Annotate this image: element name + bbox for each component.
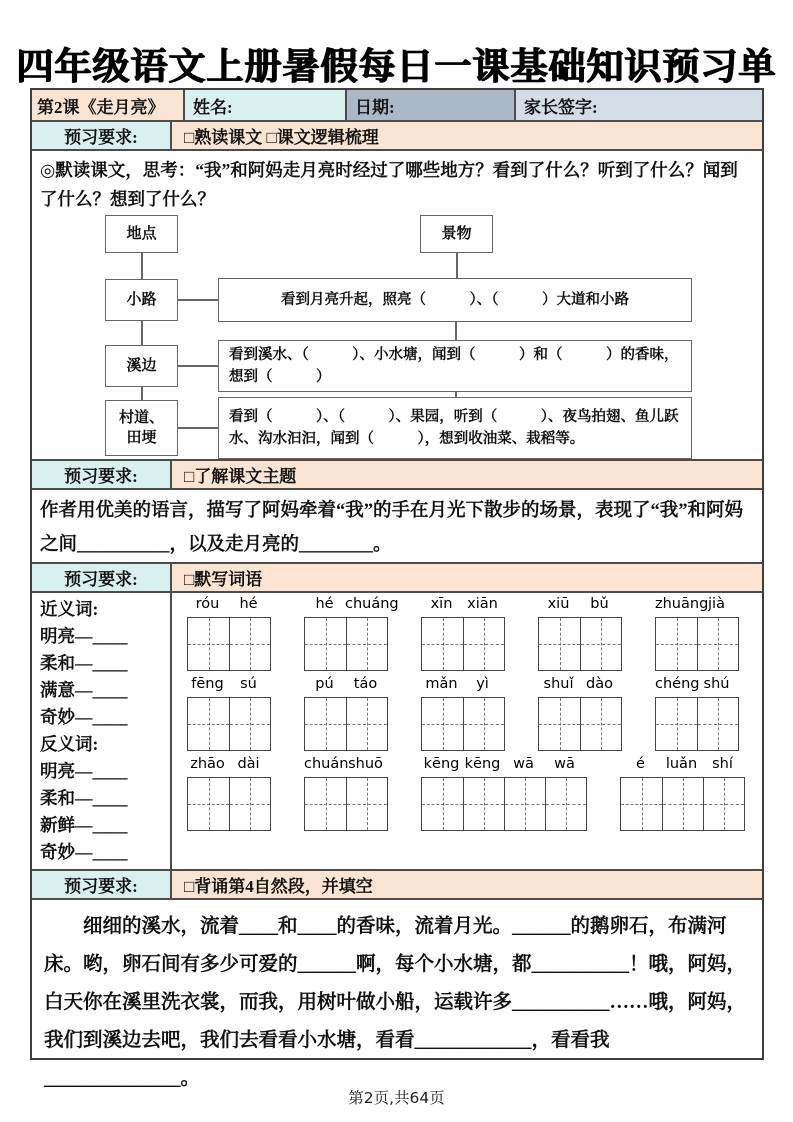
writing-cell <box>346 618 387 670</box>
pinyin-label <box>620 756 745 777</box>
writing-grid <box>538 617 622 671</box>
writing-cell <box>305 618 346 670</box>
writing-grid <box>421 617 505 671</box>
writing-cell <box>229 778 270 830</box>
writing-grid <box>655 697 739 751</box>
word-pair-item: 柔和—____ <box>40 788 128 808</box>
reading-section <box>32 149 762 459</box>
writing-cell <box>504 778 545 830</box>
requirement-checkboxes-3: □默写词语 <box>172 564 762 591</box>
writing-cell <box>463 618 504 670</box>
page-title: 四年级语文上册暑假每日一课基础知识预习单 <box>16 46 777 87</box>
pinyin-syllable: xiū <box>547 596 570 612</box>
writing-cell <box>703 778 744 830</box>
requirement-label: 预习要求: <box>32 122 172 149</box>
pinyin-syllable: luǎn <box>665 756 698 772</box>
pinyin-label <box>187 676 271 697</box>
pinyin-syllable: táo <box>353 676 378 692</box>
connector-line <box>456 253 458 278</box>
pinyin-syllable: bǔ <box>590 596 609 612</box>
word-pair-item: 明亮—____ <box>40 761 128 781</box>
writing-cell <box>656 698 697 750</box>
writing-grid <box>304 777 388 831</box>
recite-section: 细细的溪水，流着____和____的香味，流着月光。______的鹅卵石，布满河床。哟，卵石间有多少可爱的______啊，每个小水塘，都__________！哦，阿妈，白天你在溪里洗衣裳，而我，用树叶做小船，运载许多__________……哦，阿妈，我们到溪边去吧，我们去看看小水塘，看看____________，看看我______________。 <box>32 898 762 1058</box>
pinyin-syllable: chuán <box>304 756 349 772</box>
word-pair-item: 满意—____ <box>40 680 128 700</box>
pinyin-syllable: chuáng <box>345 596 399 612</box>
writing-cell <box>580 618 621 670</box>
worksheet-table <box>30 88 764 1089</box>
writing-cell <box>539 618 580 670</box>
pinyin-label <box>187 596 271 617</box>
pinyin-syllable: wā <box>513 756 534 772</box>
word-block <box>421 676 505 751</box>
word-block <box>655 596 739 671</box>
pinyin-syllable: xīn <box>430 596 453 612</box>
words-section <box>32 591 762 869</box>
pinyin-syllable: shuǐ <box>543 676 574 692</box>
word-grid <box>172 593 762 869</box>
word-pair-item: 奇妙—____ <box>40 842 128 862</box>
flowchart-place-xibian: 溪边 <box>105 345 178 387</box>
word-block <box>421 596 505 671</box>
flowchart-header-place: 地点 <box>105 215 178 253</box>
writing-cell <box>463 778 504 830</box>
date-field-label: 日期: <box>345 90 514 120</box>
word-block <box>655 676 739 751</box>
requirement-checkboxes-4: □背诵第4自然段，并填空 <box>172 871 762 898</box>
connector-line <box>178 299 218 301</box>
pinyin-label <box>187 756 271 777</box>
writing-cell <box>621 778 662 830</box>
words-left-column <box>32 593 172 869</box>
pinyin-label <box>538 676 622 697</box>
writing-cell <box>422 618 463 670</box>
pinyin-label <box>655 676 739 697</box>
requirement-row-4 <box>32 869 762 898</box>
pinyin-syllable: zhāo <box>190 756 225 772</box>
connector-line <box>141 387 143 400</box>
word-pair-item: 柔和—____ <box>40 653 128 673</box>
word-block <box>304 676 388 751</box>
word-row <box>187 756 762 831</box>
pinyin-syllable: shú <box>703 676 730 692</box>
connector-line <box>178 427 218 429</box>
pinyin-label <box>304 756 388 777</box>
writing-cell <box>662 778 703 830</box>
word-block <box>187 596 271 671</box>
writing-cell <box>229 698 270 750</box>
writing-grid <box>187 617 271 671</box>
pinyin-syllable: é <box>636 756 645 772</box>
pinyin-syllable: zhuāng <box>655 596 709 612</box>
pinyin-label <box>421 596 505 617</box>
word-category-label: 反义词: <box>40 734 99 754</box>
requirement-checkboxes-1: □熟读课文 □课文逻辑梳理 <box>172 122 762 149</box>
pinyin-syllable: fēng <box>191 676 224 692</box>
pinyin-syllable: kēng <box>423 756 460 772</box>
word-block <box>304 596 399 671</box>
page-number: 第2页,共64页 <box>348 1089 445 1107</box>
word-pair-item: 明亮—____ <box>40 626 128 646</box>
writing-cell <box>545 778 586 830</box>
writing-cell <box>188 778 229 830</box>
requirement-label: 预习要求: <box>32 871 172 898</box>
writing-cell <box>188 698 229 750</box>
requirement-checkboxes-2: □了解课文主题 <box>172 461 762 488</box>
writing-grid <box>187 777 271 831</box>
writing-grid <box>655 617 739 671</box>
pinyin-syllable: xiān <box>467 596 498 612</box>
pinyin-label <box>421 676 505 697</box>
lesson-title: 第2课《走月亮》 <box>32 90 183 120</box>
writing-cell <box>580 698 621 750</box>
pinyin-syllable: dài <box>237 756 260 772</box>
word-block <box>421 756 587 831</box>
writing-cell <box>697 618 738 670</box>
word-pair-item: 新鲜—____ <box>40 815 128 835</box>
word-category-label: 近义词: <box>40 599 99 619</box>
word-block <box>620 756 745 831</box>
pinyin-syllable: kēng <box>464 756 501 772</box>
connector-line <box>141 253 143 279</box>
pinyin-syllable: hé <box>239 596 258 612</box>
writing-grid <box>304 697 388 751</box>
writing-cell <box>346 698 387 750</box>
requirement-label: 预习要求: <box>32 461 172 488</box>
connector-line <box>455 322 457 340</box>
flowchart-place-xiaolu: 小路 <box>105 279 178 321</box>
word-block <box>304 756 388 831</box>
name-field-label: 姓名: <box>183 90 345 120</box>
theme-section: 作者用优美的语言，描写了阿妈牵着“我”的手在月光下散步的场景，表现了“我”和阿妈之间__________，以及走月亮的________。 <box>32 488 762 562</box>
writing-grid <box>620 777 745 831</box>
word-block <box>187 756 271 831</box>
pinyin-syllable: chéng <box>655 676 700 692</box>
flowchart-desc-cundao: 看到（ ）、（ ）、果园，听到（ ）、夜鸟拍翅、鱼儿跃水、沟水汩汩，闻到（ ），想到收油菜、栽稻等。 <box>218 397 692 459</box>
pinyin-label <box>655 596 739 617</box>
flowchart-desc-xibian: 看到溪水、（ ）、小水塘，闻到（ ）和（ ）的香味，想到（ ） <box>218 340 692 392</box>
pinyin-syllable: dào <box>586 676 613 692</box>
pinyin-syllable: hé <box>315 596 334 612</box>
pinyin-syllable: mǎn <box>425 676 458 692</box>
writing-cell <box>697 698 738 750</box>
writing-cell <box>463 698 504 750</box>
writing-cell <box>305 698 346 750</box>
pinyin-label <box>538 596 622 617</box>
pinyin-syllable: sú <box>240 676 257 692</box>
writing-cell <box>422 778 463 830</box>
requirement-row-2 <box>32 459 762 488</box>
header-row <box>32 90 762 120</box>
writing-grid <box>421 777 587 831</box>
flowchart-desc-xiaolu: 看到月亮升起，照亮（ ）、（ ）大道和小路 <box>218 278 692 322</box>
flowchart-header-scene: 景物 <box>420 215 493 253</box>
writing-cell <box>656 618 697 670</box>
word-pair-item: 奇妙—____ <box>40 707 128 727</box>
writing-grid <box>304 617 388 671</box>
connector-line <box>141 321 143 345</box>
pinyin-syllable: jià <box>708 596 725 612</box>
pinyin-syllable: shuō <box>348 756 383 772</box>
flowchart-place-cundao: 村道、田埂 <box>105 400 178 456</box>
pinyin-label <box>421 756 587 777</box>
writing-grid <box>187 697 271 751</box>
writing-grid <box>421 697 505 751</box>
writing-cell <box>346 778 387 830</box>
pinyin-syllable: róu <box>195 596 220 612</box>
signature-field-label: 家长签字: <box>514 90 762 120</box>
word-block <box>538 676 622 751</box>
word-block <box>187 676 271 751</box>
word-row <box>187 596 762 671</box>
requirement-row-3 <box>32 562 762 591</box>
pinyin-label <box>304 596 399 617</box>
writing-cell <box>539 698 580 750</box>
requirement-row-1 <box>32 120 762 149</box>
pinyin-syllable: pú <box>315 676 334 692</box>
pinyin-syllable: yì <box>476 676 489 692</box>
writing-cell <box>229 618 270 670</box>
connector-line <box>178 365 218 367</box>
writing-cell <box>305 778 346 830</box>
writing-cell <box>422 698 463 750</box>
pinyin-syllable: shí <box>712 756 733 772</box>
word-row <box>187 676 762 751</box>
reading-prompt: ◎默读课文，思考：“我”和阿妈走月亮时经过了哪些地方？看到了什么？听到了什么？闻到了什么？想到了什么？ <box>40 160 738 209</box>
pinyin-label <box>304 676 388 697</box>
word-block <box>538 596 622 671</box>
pinyin-syllable: wā <box>554 756 575 772</box>
requirement-label: 预习要求: <box>32 564 172 591</box>
connector-line <box>455 392 457 397</box>
writing-cell <box>188 618 229 670</box>
writing-grid <box>538 697 622 751</box>
